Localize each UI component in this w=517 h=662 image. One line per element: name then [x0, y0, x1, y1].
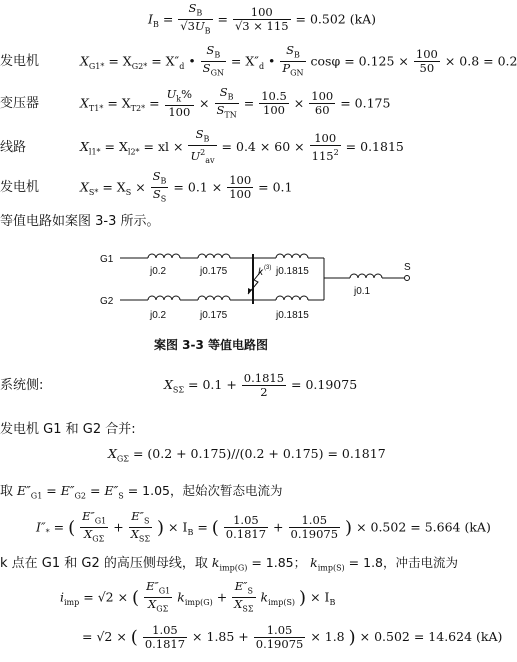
combine-text: 发电机 G1 和 G2 合并: [0, 422, 136, 437]
eq-line: 线路 $X_{l1*} = X_{l2*}$ = xl × $\frac{S_B}{U^2_{av}}$ = 0.4 × 60 × $\frac{100}{115^2}$ = 0.1815 [0, 127, 404, 166]
label-r3: j0.1815 [276, 266, 309, 277]
label-r1: j0.2 [150, 266, 167, 277]
eq-subtransient-current: $I''_*$ = ( $\frac{E''_{G1}}{X_{G\Sigma}}$ + $\frac{E''_S}{X_{S\Sigma}}$ ) × $I_B$ = ( $\frac{1.05}{0.1817}$ + $\frac{1.05}{0.19075}$ ) × 0.502 = 5.664 (kA) [36, 509, 491, 544]
eq-system-side: 系统侧: $X_{S\Sigma} = 0.1$ + $\frac{0.1815}{2}$ = 0.19075 [0, 371, 358, 399]
label-r2: j0.175 [200, 266, 228, 277]
eq-system: 发电机 $X_{S*} = X_S$ × $\frac{S_B}{S_S}$ = 0.1 × $\frac{100}{100}$ = 0.1 [0, 169, 293, 204]
eq-ib: $I_B$ = $\frac{S_B}{√3U_B}$ = $\frac{100}{√3 \times 115}$ = 0.502 (kA) [148, 1, 377, 36]
label-r5: j0.175 [200, 310, 228, 321]
reactor-top-3 [276, 254, 308, 258]
reactor-system [350, 274, 382, 278]
label-g2: G2 [100, 296, 114, 307]
label-r6: j0.1815 [276, 310, 309, 321]
eq-generator: 发电机 $X_{G1*} = X_{G2*} = X''_d$ • $\frac{S_B}{S_{GN}}$ = $X''_d$ • $\frac{S_B}{P_{GN}}$ cosφ = 0.125 × $\frac{100}{50}$ × 0.8 = 0.2 [0, 43, 517, 78]
eq-combine: $X_{G\Sigma} = (0.2 + 0.175)//(0.2 + 0.175) = 0.1817$ [108, 446, 386, 464]
reactor-bottom-3 [276, 296, 308, 300]
label-s: S [404, 262, 411, 273]
label-k: k [258, 267, 263, 278]
label-g1: G1 [100, 254, 114, 265]
terminal-s [405, 276, 410, 281]
label-k-sup: (3) [264, 265, 272, 271]
eq-impulse-numeric: = √2 × ( $\frac{1.05}{0.1817}$ × 1.85 + $\frac{1.05}{0.19075}$ × 1.8 ) × 0.502 = 14.624 (kA) [82, 623, 503, 651]
reactor-top-1 [148, 254, 180, 258]
eq-initial-emf: 取 $E''_{G1} = E''_{G2} = E''_S = 1.05$，起始次暂态电流为 [0, 483, 283, 501]
figure-caption: 案图 3-3 等值电路图 [154, 338, 269, 352]
equivalent-circuit-diagram [98, 244, 428, 328]
reactor-bottom-2 [198, 296, 230, 300]
eq-impulse-symbolic: $i_{imp} = √2$ × ( $\frac{E''_{G1}}{X_{G\Sigma}}$ $k_{imp(G)}$ + $\frac{E''_S}{X_{S\Sigma}}$ $k_{imp(S)}$ ) × $I_B$ [60, 579, 336, 614]
reactor-bottom-1 [148, 296, 180, 300]
eq-kpoint: k 点在 G1 和 G2 的高压侧母线，取 $k_{imp(G)} = 1.85$； $k_{imp(S)} = 1.8$，冲击电流为 [0, 555, 458, 573]
circuit-intro: 等值电路如案图 3-3 所示。 [0, 214, 160, 229]
label-r4: j0.2 [150, 310, 167, 321]
label-r7: j0.1 [354, 286, 371, 297]
eq-transformer: 变压器 $X_{T1*} = X_{T2*}$ = $\frac{U_k\%}{100}$ × $\frac{S_B}{S_{TN}}$ = $\frac{10.5}{100}$ × $\frac{100}{60}$ = 0.175 [0, 85, 391, 120]
reactor-top-2 [198, 254, 230, 258]
